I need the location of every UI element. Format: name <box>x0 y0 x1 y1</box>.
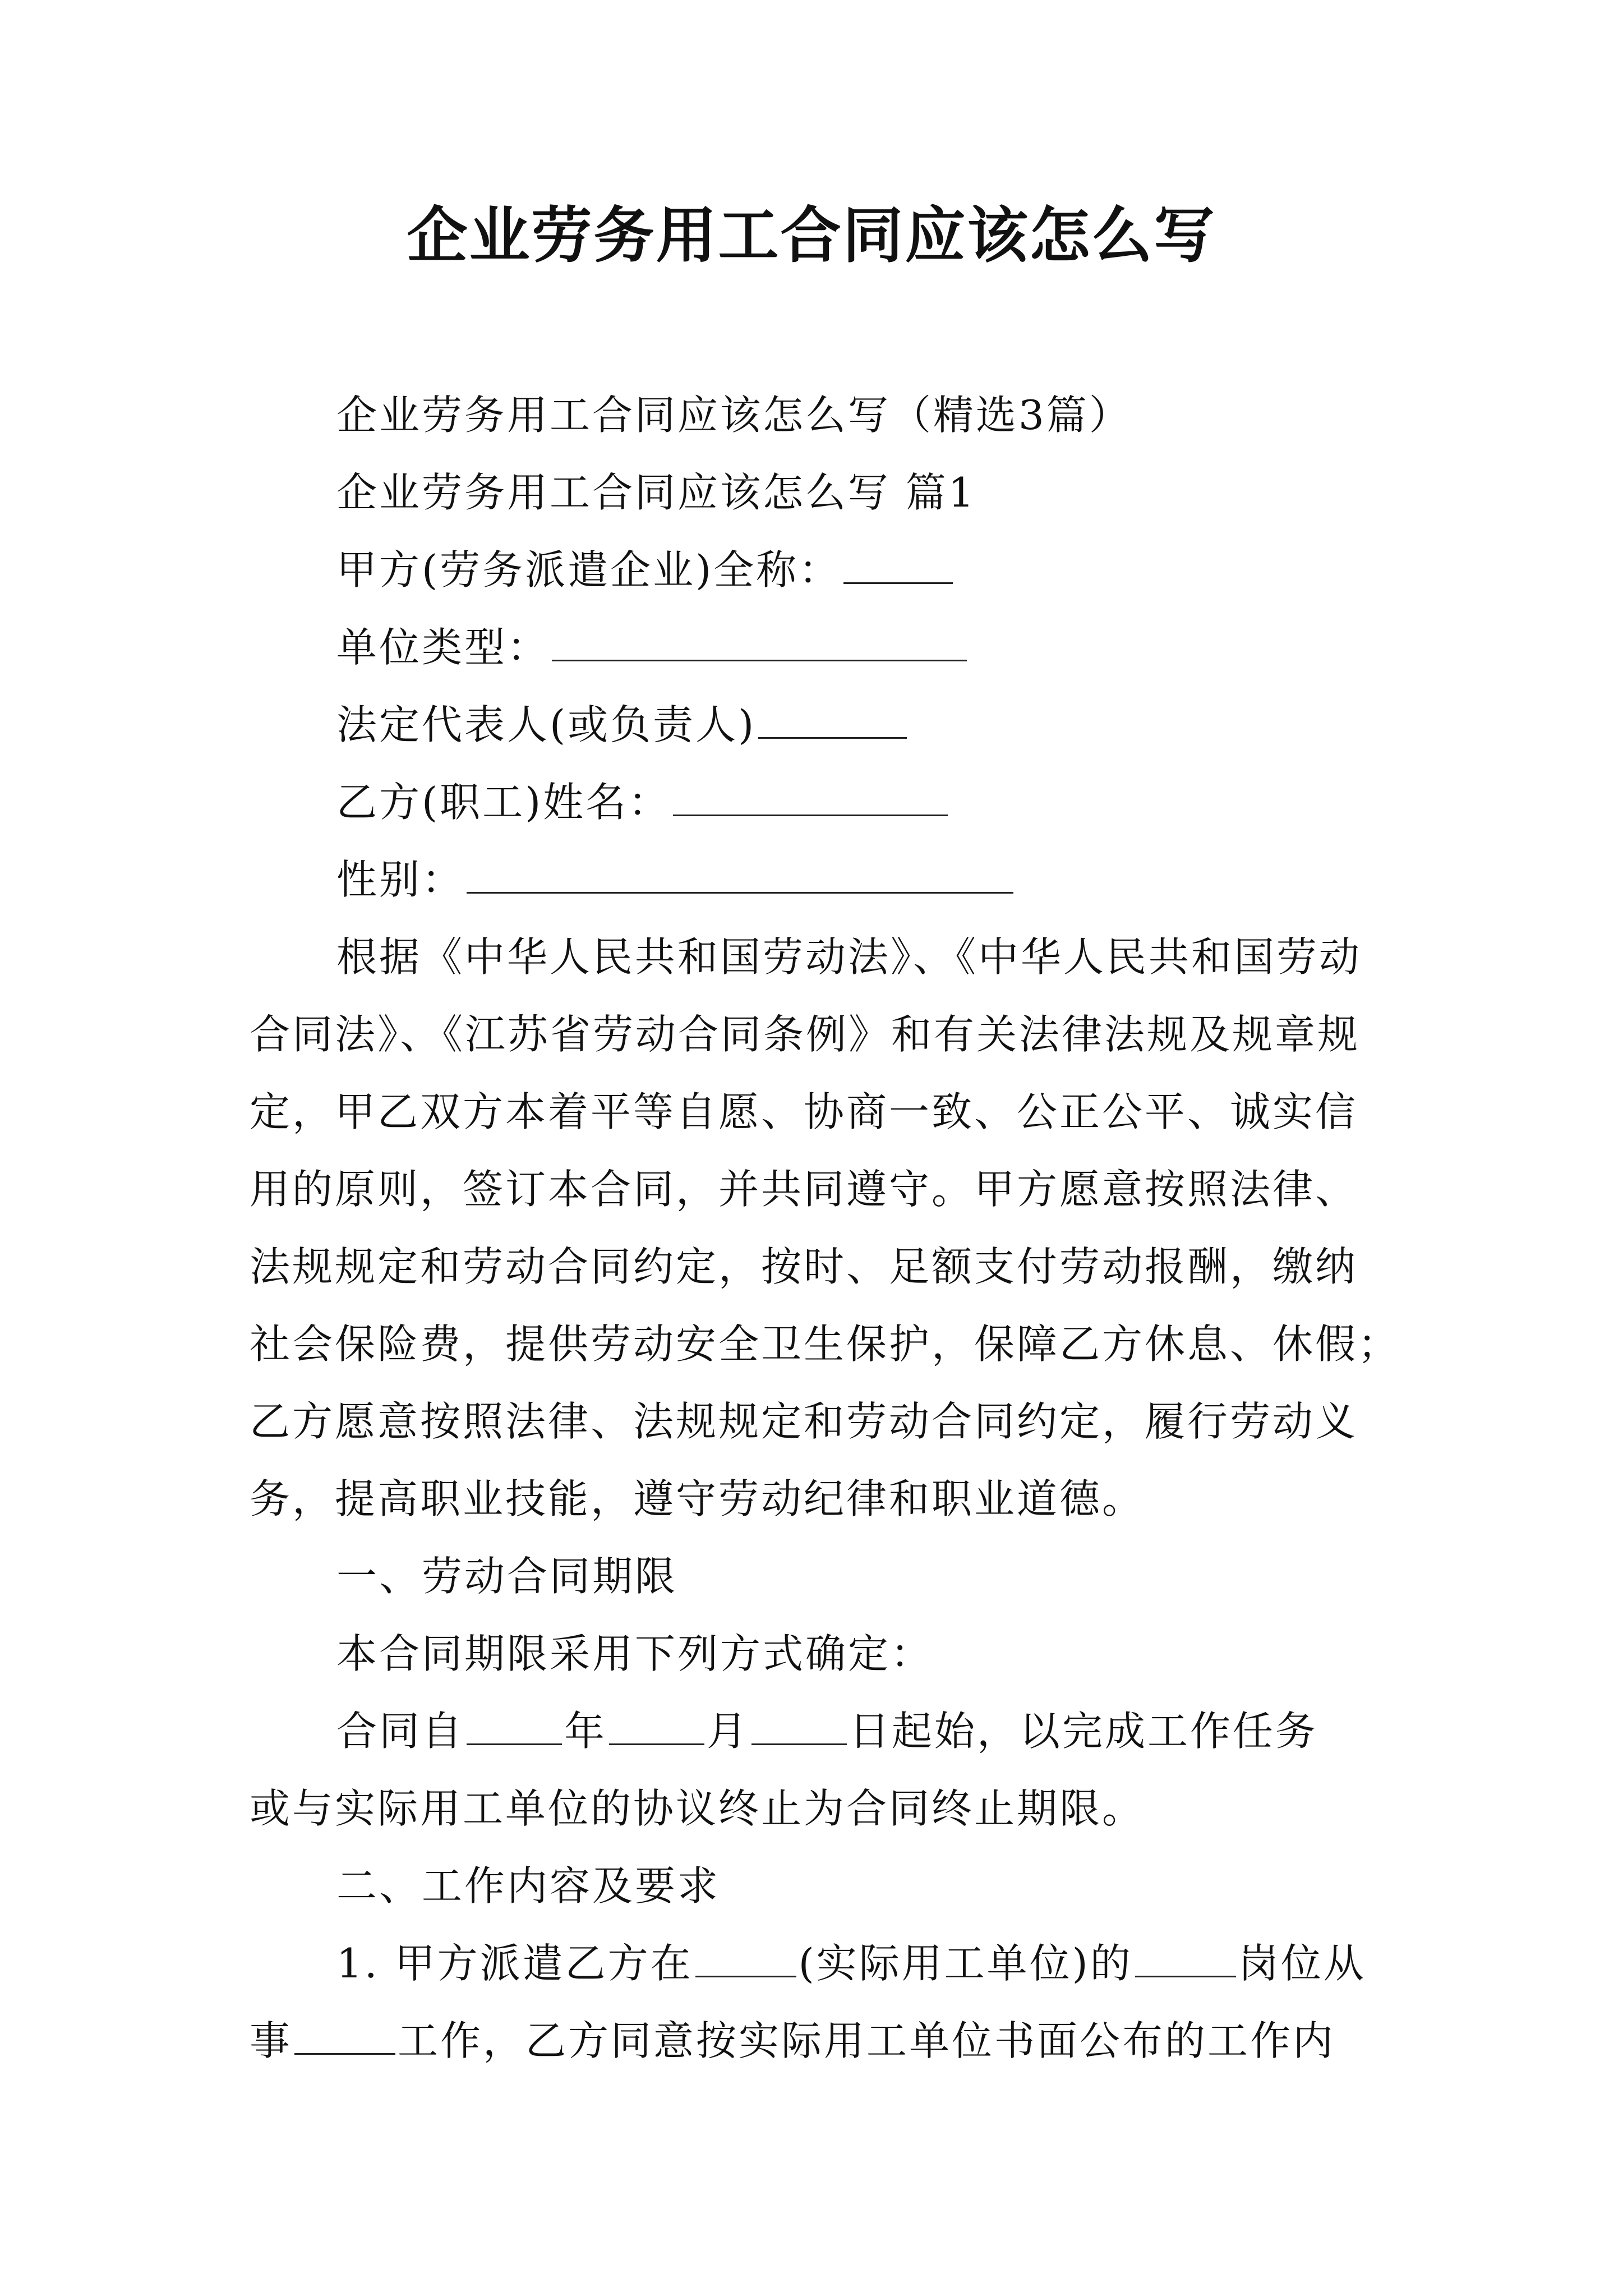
paragraph-line: 社会保险费，提供劳动安全卫生保护，保障乙方休息、休假； <box>250 1320 1401 1368</box>
party-b-blank <box>673 777 948 816</box>
heading-work-content: 二、工作内容及要求 <box>336 1862 721 1910</box>
item-1-line-2-prefix: 事 <box>250 2017 293 2064</box>
document-title: 企业劳务用工合同应该怎么写 <box>407 200 1216 271</box>
document-subtitle: 企业劳务用工合同应该怎么写（精选3篇） <box>336 392 1132 439</box>
paragraph-line: 合同法》、《江苏省劳动合同条例》和有关法律法规及规章规 <box>250 1011 1361 1058</box>
year-blank <box>467 1706 562 1745</box>
party-b-line <box>336 774 950 830</box>
term-intro: 本合同期限采用下列方式确定： <box>336 1630 934 1677</box>
gender-line <box>336 852 1016 908</box>
unit-type-line <box>336 619 969 675</box>
day-blank <box>751 1706 847 1745</box>
month-blank <box>609 1706 704 1745</box>
legal-rep-line <box>336 697 909 753</box>
term-prefix: 合同自 <box>336 1708 465 1755</box>
legal-rep-blank <box>758 700 907 739</box>
term-suffix: 日起始，以完成工作任务 <box>849 1708 1318 1755</box>
employer-blank <box>695 1939 796 1977</box>
item-1-line-2-suffix: 工作，乙方同意按实际用工单位书面公布的工作内 <box>398 2017 1336 2064</box>
term-year-label: 年 <box>564 1708 607 1755</box>
heading-contract-term: 一、劳动合同期限 <box>336 1553 678 1600</box>
paragraph-line: 法规规定和劳动合同约定，按时、足额支付劳动报酬，缴纳 <box>250 1243 1358 1290</box>
unit-type-blank <box>552 623 967 661</box>
term-continuation: 或与实际用工单位的协议终止为合同终止期限。 <box>250 1785 1145 1832</box>
post-blank <box>1135 1939 1236 1977</box>
paragraph-line: 乙方愿意按照法律、法规规定和劳动合同约定，履行劳动义 <box>250 1398 1358 1445</box>
paragraph-line: 根据《中华人民共和国劳动法》、《中华人民共和国劳动 <box>336 933 1362 981</box>
party-a-blank <box>843 545 953 584</box>
unit-type-label: 单位类型： <box>336 624 550 671</box>
item-1-suffix: 岗位从 <box>1238 1940 1366 1987</box>
paragraph-line: 用的原则，签订本合同，并共同遵守。甲方愿意按照法律、 <box>250 1166 1358 1213</box>
legal-rep-label: 法定代表人(或负责人) <box>336 701 757 748</box>
item-1-line-1 <box>336 1935 1366 1991</box>
section-heading: 企业劳务用工合同应该怎么写 篇1 <box>336 469 976 516</box>
gender-blank <box>467 855 1013 894</box>
paragraph-line: 务，提高职业技能，遵守劳动纪律和职业道德。 <box>250 1475 1145 1522</box>
item-1-prefix: 1. 甲方派遣乙方在 <box>336 1940 693 1987</box>
party-a-line <box>336 542 955 598</box>
term-month-label: 月 <box>707 1708 750 1755</box>
party-b-label: 乙方(职工)姓名： <box>336 779 671 826</box>
item-1-line-2 <box>250 2013 1335 2069</box>
item-1-middle: (实际用工单位)的 <box>798 1940 1133 1987</box>
term-date-line <box>336 1703 1318 1759</box>
work-blank <box>294 2016 395 2055</box>
paragraph-line: 定，甲乙双方本着平等自愿、协商一致、公正公平、诚实信 <box>250 1088 1358 1135</box>
party-a-label: 甲方(劳务派遣企业)全称： <box>336 546 842 593</box>
gender-label: 性别： <box>336 856 465 903</box>
